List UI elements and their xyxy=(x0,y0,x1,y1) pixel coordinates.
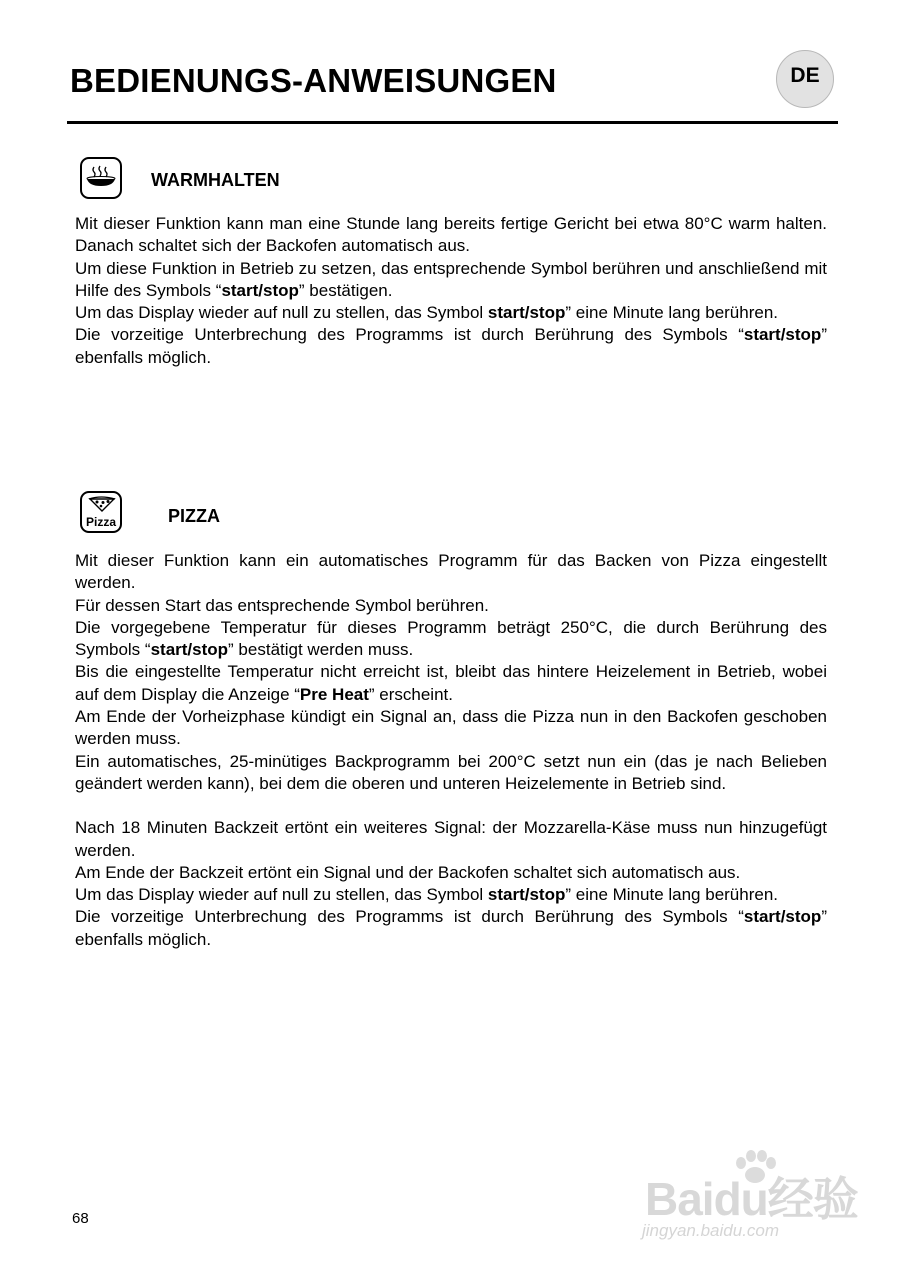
paragraph: Ein automatisches, 25-minütiges Backprogramm bei 200°C setzt nun ein (das je nach Belieben geändert werden kann), bei dem die oberen und unteren Heizelemente in Betrieb sind. xyxy=(75,751,827,793)
section-title: WARMHALTEN xyxy=(151,170,280,190)
paragraph: Am Ende der Vorheizphase kündigt ein Signal an, dass die Pizza nun in den Backofen geschoben werden muss. xyxy=(75,707,827,749)
paragraph: Um das Display wieder auf null zu stellen, das Symbol start/stop” eine Minute lang berühren. xyxy=(75,885,779,905)
pizza-slice-icon xyxy=(80,491,122,533)
section-header xyxy=(75,157,827,205)
paragraph: Die vorzeitige Unterbrechung des Programms ist durch Berührung des Symbols “start/stop” ebenfalls möglich. xyxy=(75,907,827,949)
paragraph: Nach 18 Minuten Backzeit ertönt ein weiteres Signal: der Mozzarella-Käse muss nun hinzugefügt werden. xyxy=(75,818,827,860)
paragraph: Um diese Funktion in Betrieb zu setzen, das entsprechende Symbol berühren und anschließend mit Hilfe des Symbols “start/stop” bestätigen. xyxy=(75,258,827,300)
watermark xyxy=(630,1155,860,1255)
paragraph: Am Ende der Backzeit ertönt ein Signal und der Backofen schaltet sich automatisch aus. xyxy=(75,862,741,882)
paragraph: Bis die eingestellte Temperatur nicht erreicht ist, bleibt das hintere Heizelement in Betrieb, wobei auf dem Display die Anzeige “Pre Heat” erscheint. xyxy=(75,662,827,704)
paragraph: Für dessen Start das entsprechende Symbol berühren. xyxy=(75,595,489,615)
watermark-url: jingyan.baidu.com xyxy=(642,1221,780,1240)
section-warmhalten xyxy=(75,157,827,369)
paragraph: Mit dieser Funktion kann man eine Stunde lang bereits fertige Gericht bei etwa 80°C warm halten. Danach schaltet sich der Backofen automatisch aus. xyxy=(75,214,827,256)
paragraph: Mit dieser Funktion kann ein automatisches Programm für das Backen von Pizza eingestellt werden. xyxy=(75,551,827,593)
paragraph: Um das Display wieder auf null zu stellen, das Symbol start/stop” eine Minute lang berühren. xyxy=(75,303,779,323)
page-title: BEDIENUNGS-ANWEISUNGEN xyxy=(70,62,557,99)
warming-plate-icon xyxy=(80,157,122,199)
language-badge: DE xyxy=(776,50,834,108)
header-rule xyxy=(67,121,838,124)
pizza-icon-label: Pizza xyxy=(85,515,117,529)
paragraph: Die vorzeitige Unterbrechung des Programms ist durch Berührung des Symbols “start/stop” ebenfalls möglich. xyxy=(75,325,827,367)
paragraph: Die vorgegebene Temperatur für dieses Programm beträgt 250°C, die durch Berührung des Symbols “start/stop” bestätigt werden muss. xyxy=(75,617,827,660)
section-title: PIZZA xyxy=(168,506,220,526)
watermark-logo: Baidu经验 xyxy=(645,1173,858,1225)
section-header xyxy=(75,491,827,539)
section-pizza xyxy=(75,491,827,951)
page-number: 68 xyxy=(72,1210,89,1227)
